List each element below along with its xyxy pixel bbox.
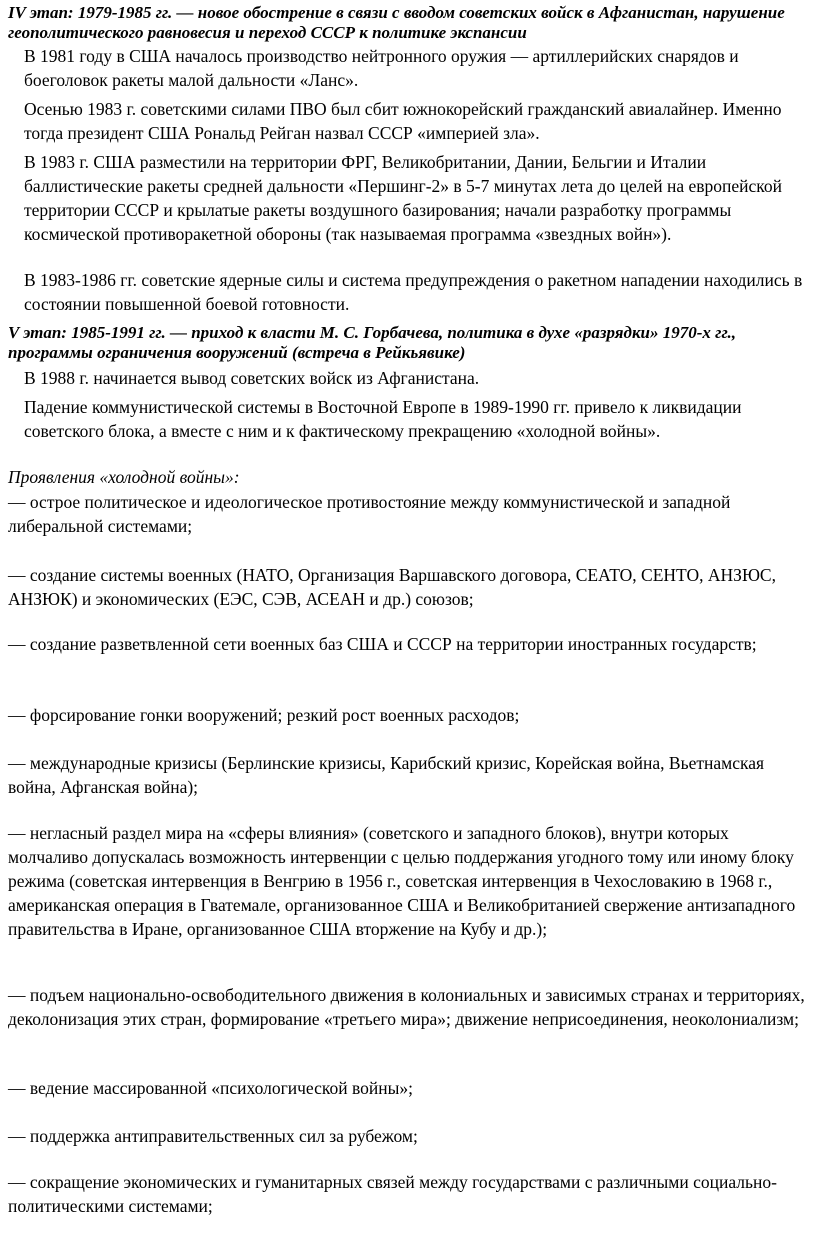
manifestation-item: — создание разветвленной сети военных баз США и СССР на территории иностранных государств; xyxy=(8,634,757,654)
stage-5-paragraph-2: Падение коммунистической системы в Восточной Европе в 1989-1990 гг. привело к ликвидации советского блока, а вместе с ним и к фактическому прекращению «холодной войны». xyxy=(24,397,742,441)
manifestation-item: — форсирование гонки вооружений; резкий рост военных расходов; xyxy=(8,705,520,725)
stage-4-paragraph-3: В 1983 г. США разместили на территории ФРГ, Великобритании, Дании, Бельгии и Италии баллистические ракеты средней дальности «Першинг-2» в 5-7 минутах лета до целей на европейской территории СССР и крылатые ракеты воздушного базирования; начали разработку программы космической противоракетной обороны (так называемая программа «звездных войн»). xyxy=(24,152,783,244)
manifestation-item: — ведение массированной «психологической войны»; xyxy=(8,1078,414,1098)
manifestation-item: — негласный раздел мира на «сферы влияния» (советского и западного блоков), внутри которых молчаливо допускалась возможность интервенции с целью поддержания угодного тому или иному блоку режима (советская интервенция в Венгрию в 1956 г., советская интервенция в Чехословакию в 1968 г., американская операция в Гватемале, организованное США и Великобританией свержение антизападного правительства в Иране, организованное США вторжение на Кубу и др.); xyxy=(8,823,796,939)
stage-4-paragraph-4: В 1983-1986 гг. советские ядерные силы и система предупреждения о ракетном нападении находились в состоянии повышенной боевой готовности. xyxy=(24,270,803,314)
manifestations-heading: Проявления «холодной войны»: xyxy=(8,467,240,487)
manifestation-item: — сокращение экономических и гуманитарных связей между государствами с различными социально-политическими системами; xyxy=(8,1172,777,1216)
manifestation-item: — создание системы военных (НАТО, Организация Варшавского договора, СЕАТО, СЕНТО, АНЗЮС, АНЗЮК) и экономических (ЕЭС, СЭВ, АСЕАН и др.) союзов; xyxy=(8,565,776,609)
stage-4-paragraph-2: Осенью 1983 г. советскими силами ПВО был сбит южнокорейский гражданский авиалайнер. Именно тогда президент США Рональд Рейган назвал СССР «империей зла». xyxy=(24,99,782,143)
stage-4-paragraph-1: В 1981 году в США началось производство нейтронного оружия — артиллерийских снарядов и боеголовок ракеты малой дальности «Ланс». xyxy=(24,46,739,90)
stage-4-heading: IV этап: 1979-1985 гг. — новое обострение в связи с вводом советских войск в Афганистан, нарушение геополитического равновесия и переход СССР к политике экспансии xyxy=(8,3,785,42)
stage-5-heading: V этап: 1985-1991 гг. — приход к власти М. С. Горбачева, политика в духе «разрядки» 1970-х гг., программы ограничения вооружений (встреча в Рейкьявике) xyxy=(8,323,737,362)
manifestation-item: — острое политическое и идеологическое противостояние между коммунистической и западной либеральной системами; xyxy=(8,492,731,536)
stage-5-paragraph-1: В 1988 г. начинается вывод советских войск из Афганистана. xyxy=(24,368,480,388)
manifestation-item: — поддержка антиправительственных сил за рубежом; xyxy=(8,1126,418,1146)
manifestation-item: — подъем национально-освободительного движения в колониальных и зависимых странах и территориях, деколонизация этих стран, формирование «третьего мира»; движение неприсоединения, неоколониализм; xyxy=(8,985,805,1029)
manifestation-item: — международные кризисы (Берлинские кризисы, Карибский кризис, Корейская война, Вьетнамская война, Афганская война); xyxy=(8,753,765,797)
